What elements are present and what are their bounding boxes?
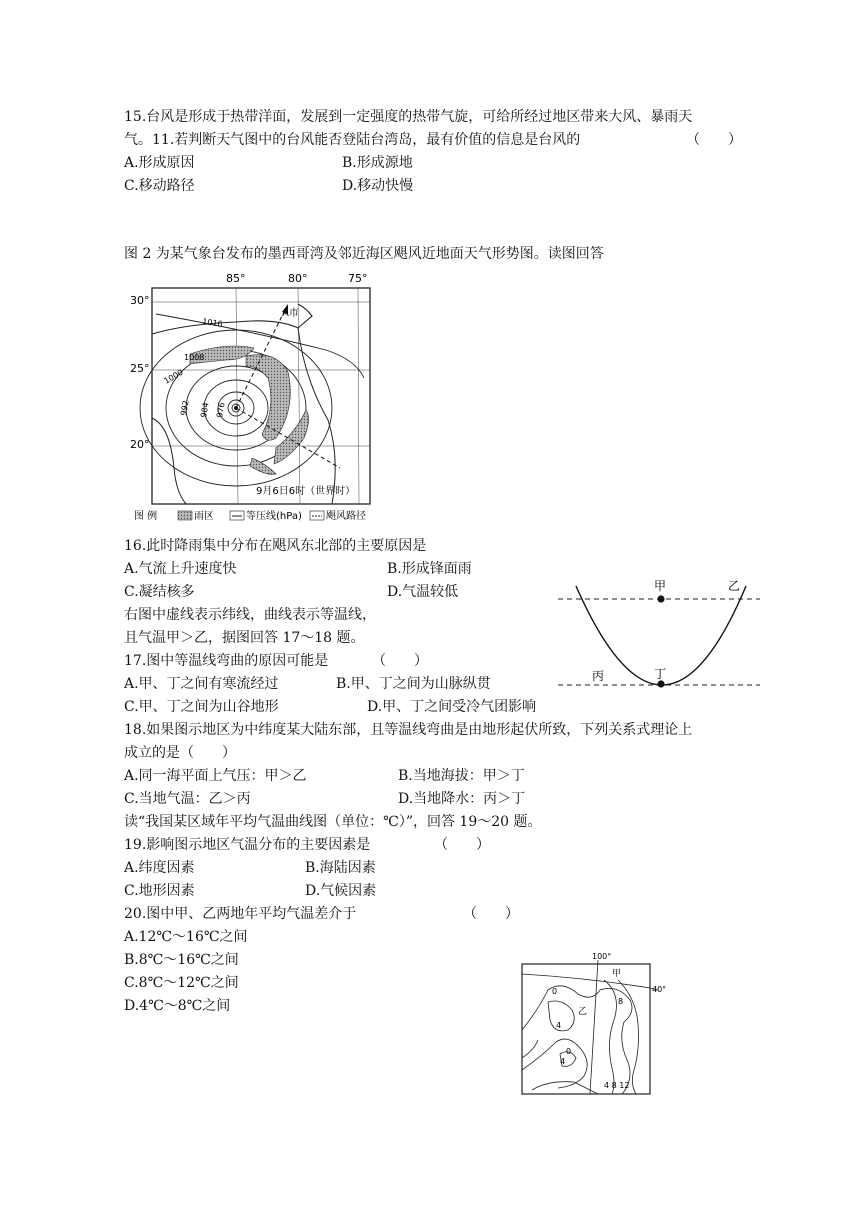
temp-value-bottom: 4 8 12	[604, 1081, 630, 1090]
q17-stem: 17.图中等温线弯曲的原因可能是	[124, 653, 329, 669]
svg-text:雨区: 雨区	[194, 511, 214, 522]
hurricane-map	[126, 268, 376, 526]
isobar-label-1016: 1016	[201, 317, 224, 329]
q19-paren: （ ）	[434, 837, 490, 853]
q15-paren: （ ）	[686, 132, 742, 148]
q20-option-b: B.8℃～16℃之间	[124, 952, 239, 968]
lat-label-30: 30°	[130, 294, 150, 307]
temp-value-8: 8	[618, 997, 624, 1006]
q19-option-a: A.纬度因素	[124, 860, 195, 876]
temp-map-frame	[522, 964, 650, 1094]
q15-line1: 15.台风是形成于热带洋面，发展到一定强度的热带气旋，可给所经过地区带来大风、暴雨天	[124, 109, 693, 125]
q18-line1: 18.如果图示地区为中纬度某大陆东部，且等温线弯曲是由地形起伏所致，下列关系式理论上	[124, 722, 693, 738]
q18-option-d: D.当地降水：丙＞丁	[398, 791, 526, 807]
temperature-map	[518, 950, 674, 1100]
q19-option-d: D.气候因素	[305, 883, 377, 899]
lat-label-20: 20°	[130, 438, 150, 451]
temp-value-4a: 4	[556, 1021, 562, 1030]
q19-option-c: C.地形因素	[124, 883, 195, 899]
temp-value-0b: 0	[566, 1047, 572, 1056]
temp-value-0a: 0	[552, 987, 558, 996]
lat-label: 40°	[652, 985, 667, 994]
label-yi: 乙	[728, 579, 741, 593]
temp-label-jia: 甲	[612, 969, 622, 979]
q15-option-d: D.移动快慢	[342, 178, 414, 194]
q16-option-d: D.气温较低	[387, 584, 459, 600]
label-bing: 丙	[592, 669, 605, 683]
q16-option-a: A.气流上升速度快	[124, 561, 237, 577]
q18-option-c: C.当地气温：乙＞丙	[124, 791, 251, 807]
label-ding: 丁	[654, 667, 667, 681]
q20-option-c: C.8℃～12℃之间	[124, 975, 239, 991]
q15-line2: 气。11.若判断天气图中的台风能否登陆台湾岛，最有价值的信息是台风的	[124, 132, 581, 148]
point-ding	[657, 680, 664, 687]
q19-option-b: B.海陆因素	[305, 860, 376, 876]
label-jia: 甲	[654, 579, 667, 593]
isobar-label-984: 984	[199, 401, 211, 419]
lat-label-25: 25°	[130, 362, 150, 375]
q20-option-a: A.12℃～16℃之间	[124, 929, 248, 945]
svg-text:等压线(hPa): 等压线(hPa)	[246, 511, 302, 522]
isobar-label-976: 976	[215, 401, 227, 419]
q20-option-d: D.4℃～8℃之间	[124, 998, 231, 1014]
q16-option-c: C.凝结核多	[124, 584, 195, 600]
q15-option-c: C.移动路径	[124, 178, 195, 194]
q18-option-b: B.当地海拔：甲＞丁	[398, 768, 525, 784]
q16-option-b: B.形成锋面雨	[387, 561, 472, 577]
isobar-label-1000: 1000	[162, 367, 185, 386]
lon-label-80: 80°	[288, 272, 308, 285]
temp-value-4b: 4	[560, 1057, 566, 1066]
q18-option-a: A.同一海平面上气压：甲＞乙	[124, 768, 307, 784]
svg-text:图 例: 图 例	[134, 511, 158, 522]
point-jia	[657, 595, 664, 602]
q17-option-c: C.甲、丁之间为山谷地形	[124, 699, 279, 715]
map-time: 9月6日6时（世界时）	[256, 486, 356, 497]
q15-option-a: A.形成原因	[124, 155, 195, 171]
lon-label: 100°	[592, 952, 612, 961]
q17-option-d: D.甲、丁之间受冷气团影响	[367, 699, 537, 715]
q18-line2: 成立的是（ ）	[124, 745, 236, 761]
q15-option-b: B.形成源地	[342, 155, 413, 171]
lon-label-85: 85°	[226, 272, 246, 285]
svg-text:飓风路径: 飓风路径	[326, 511, 366, 522]
q17-paren: （ ）	[372, 653, 428, 669]
q20-paren: （ ）	[463, 906, 519, 922]
q19-stem: 19.影响图示地区气温分布的主要因素是	[124, 837, 371, 853]
map-legend	[134, 509, 366, 522]
fig2-intro: 图 2 为某气象台发布的墨西哥湾及邻近海区飓风近地面天气形势图。读图回答	[124, 246, 604, 262]
q17-option-a: A.甲、丁之间有寒流经过	[124, 676, 279, 692]
isotherm-figure	[558, 574, 760, 696]
lon-label-75: 75°	[348, 272, 368, 285]
intro17-line2: 且气温甲＞乙，据图回答 17～18 题。	[124, 630, 365, 646]
city-label: A市	[282, 308, 299, 319]
isobar-label-1008: 1008	[184, 353, 205, 362]
q17-option-b: B.甲、丁之间为山脉纵贯	[336, 676, 491, 692]
q16-stem: 16.此时降雨集中分布在飓风东北部的主要原因是	[124, 538, 427, 554]
q20-stem: 20.图中甲、乙两地年平均气温差介于	[124, 906, 357, 922]
temp-label-yi: 乙	[578, 1007, 588, 1017]
isobar-label-992: 992	[179, 399, 191, 417]
intro17-line1: 右图中虚线表示纬线，曲线表示等温线，	[124, 607, 376, 623]
intro19: 读“我国某区域年平均气温曲线图（单位：℃）”，回答 19～20 题。	[124, 814, 542, 830]
